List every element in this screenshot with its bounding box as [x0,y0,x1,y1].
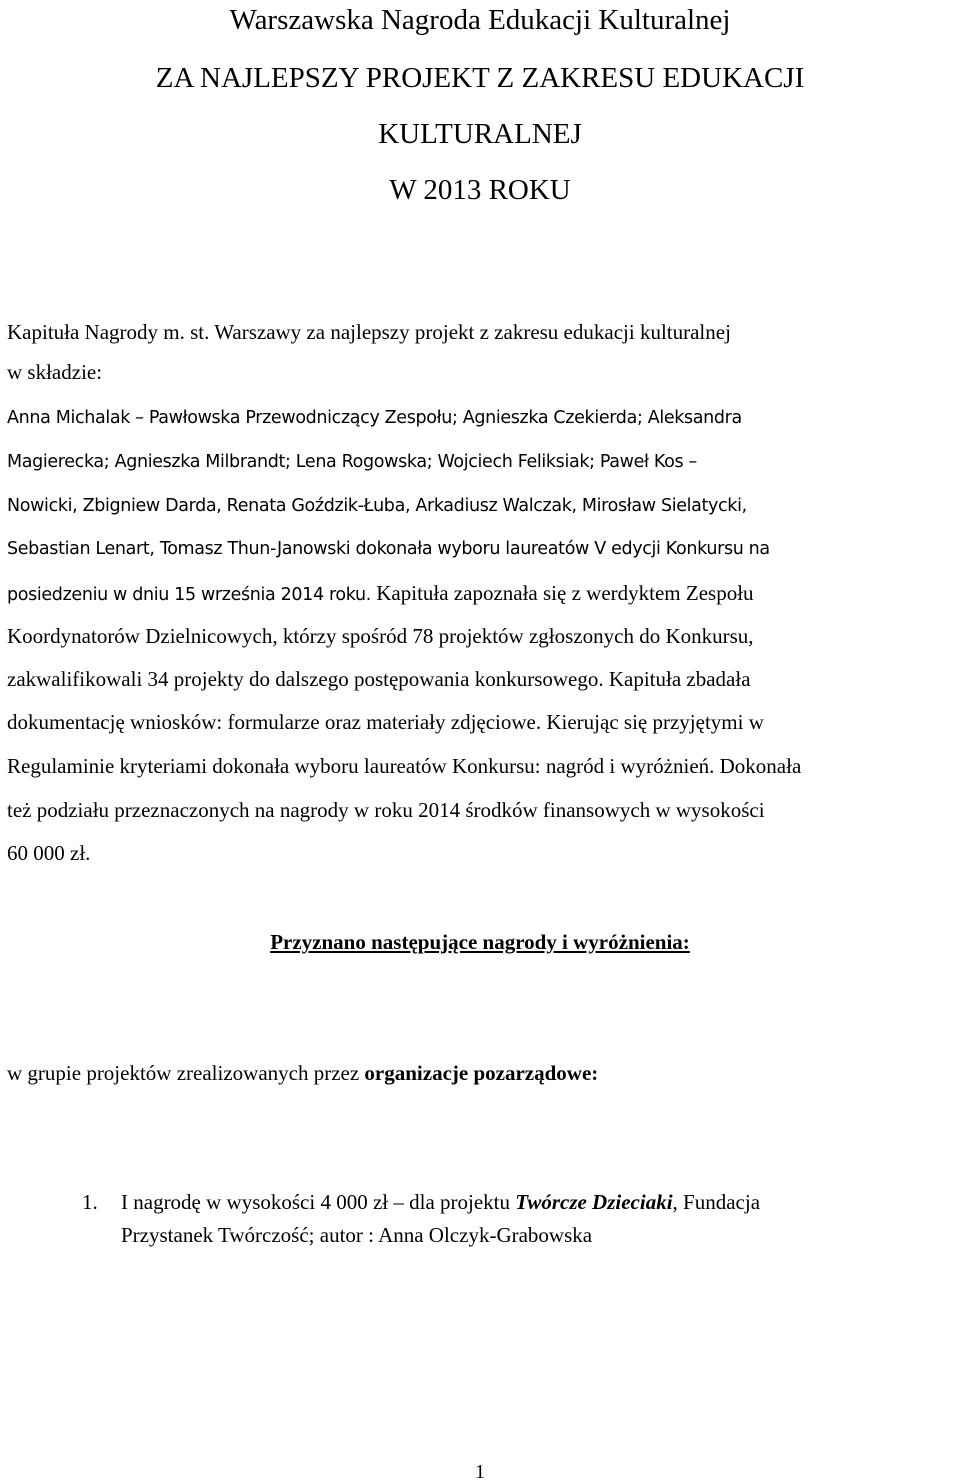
project-title: Twórcze Dzieciaki [515,1190,673,1214]
intro-line-2: w składzie: [7,360,103,384]
intro-line-1: Kapituła Nagrody m. st. Warszawy za najlepszy projekt z zakresu edukacji kulturalnej [7,320,731,344]
paragraph-line-5 [7,580,754,608]
paragraph-line-9: Regulaminie kryteriami dokonała wyboru laureatów Konkursu: nagród i wyróżnień. Dokonała [7,754,802,778]
awards-heading: Przyznano następujące nagrody i wyróżnienia: [270,930,690,954]
paragraph-line-1: Anna Michalak – Pawłowska Przewodniczący Zespołu; Agnieszka Czekierda; Aleksandra [7,408,742,428]
group-line [7,1060,598,1086]
paragraph-line-5-b: Kapituła zapoznała się z werdyktem Zespołu [371,581,754,605]
paragraph-line-10: też podziału przeznaczonych na nagrody w roku 2014 środków finansowych w wysokości [7,798,765,822]
paragraph-line-7: zakwalifikowali 34 projekty do dalszego postępowania konkursowego. Kapituła zbadała [7,667,751,691]
title-line-4: W 2013 ROKU [389,174,571,206]
paragraph-line-8: dokumentację wniosków: formularze oraz materiały zdjęciowe. Kierując się przyjętymi w [7,710,764,734]
paragraph-line-6: Koordynatorów Dzielnicowych, którzy spośród 78 projektów zgłoszonych do Konkursu, [7,624,754,648]
group-category: organizacje pozarządowe: [364,1061,599,1085]
list-item-text-b: , Fundacja [672,1190,761,1214]
list-item-line-2: Przystanek Twórczość; autor : Anna Olczyk-Grabowska [121,1223,593,1247]
list-item-number: 1. [82,1190,98,1214]
paragraph-line-3: Nowicki, Zbigniew Darda, Renata Goździk-Łuba, Arkadiusz Walczak, Mirosław Sielatycki, [7,496,747,516]
title-line-3: KULTURALNEJ [378,118,582,150]
paragraph-line-5-a: posiedzeniu w dniu 15 września 2014 roku. [7,585,371,605]
group-prefix: w grupie projektów zrealizowanych przez [7,1061,365,1085]
list-item-text-a: I nagrodę w wysokości 4 000 zł – dla projektu [121,1190,516,1214]
paragraph-line-4: Sebastian Lenart, Tomasz Thun-Janowski dokonała wyboru laureatów V edycji Konkursu na [7,539,770,559]
title-line-1: Warszawska Nagroda Edukacji Kulturalnej [229,4,731,36]
list-item-line-1 [121,1189,760,1215]
paragraph-line-2: Magierecka; Agnieszka Milbrandt; Lena Rogowska; Wojciech Feliksiak; Paweł Kos – [7,452,697,472]
page-number: 1 [475,1461,485,1483]
paragraph-line-11: 60 000 zł. [7,841,91,865]
title-line-2: ZA NAJLEPSZY PROJEKT Z ZAKRESU EDUKACJI [155,62,805,94]
